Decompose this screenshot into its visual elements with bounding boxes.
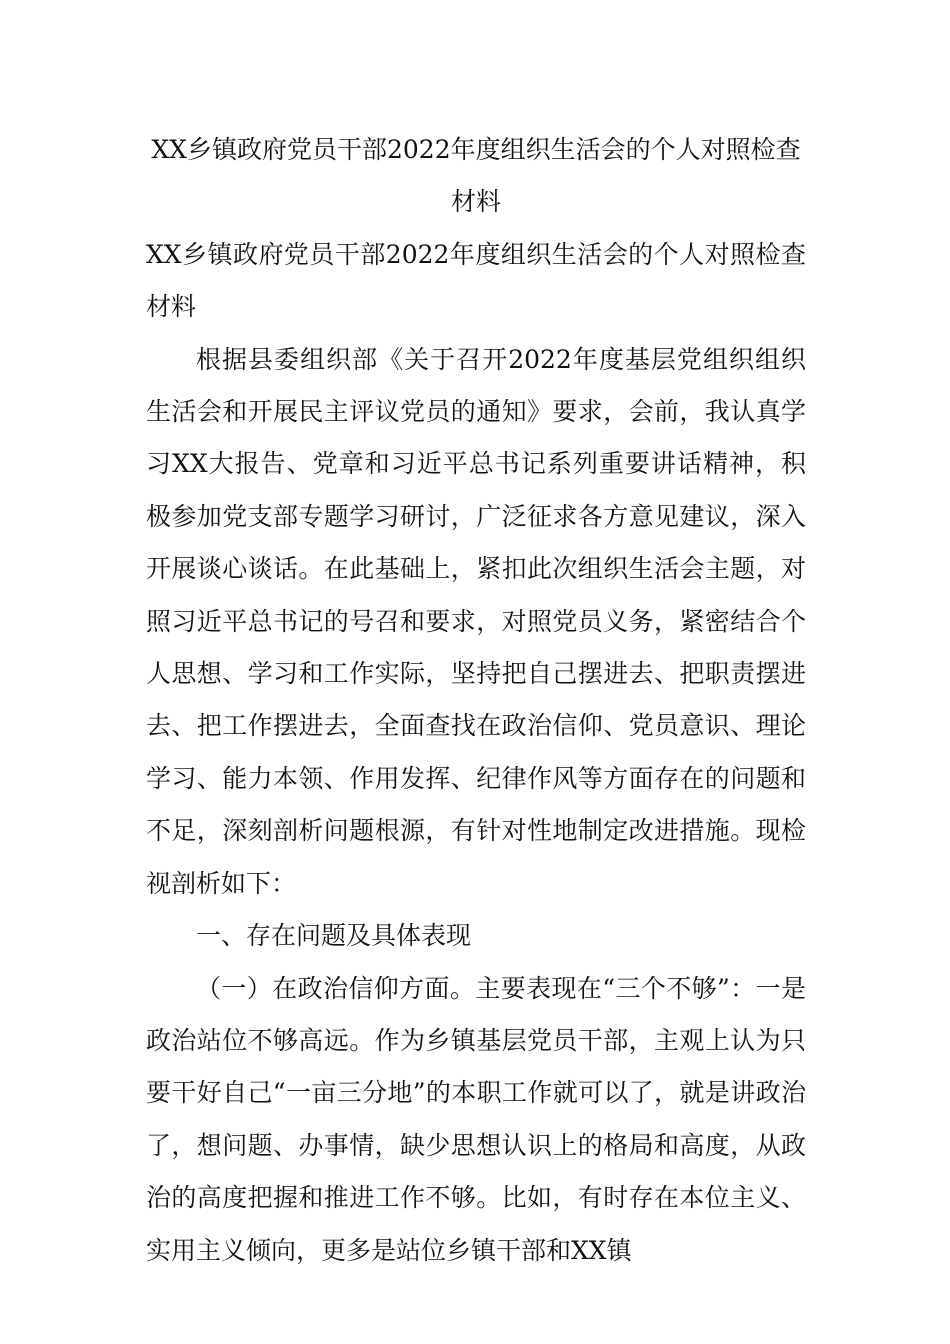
document-title-repeat: XX乡镇政府党员干部2022年度组织生活会的个人对照检查材料 (146, 239, 806, 322)
subsection-paragraph: （一）在政治信仰方面。主要表现在“三个不够”：一是政治站位不够高远。作为乡镇基层党员干部，主观上认为只要干好自己“一亩三分地”的本职工作就可以了，就是讲政治了，想问题、办事情，缺少思想认识上的格局和高度，从政治的高度把握和推进工作不够。比如，有时存在本位主义、实用主义倾向，更多是站位乡镇干部和XX镇 (146, 973, 806, 1265)
document-body (146, 124, 806, 1277)
intro-paragraph: 根据县委组织部《关于召开2022年度基层党组织组织生活会和开展民主评议党员的通知》要求，会前，我认真学习XX大报告、党章和习近平总书记系列重要讲话精神，积极参加党支部专题学习研讨，广泛征求各方意见建议，深入开展谈心谈话。在此基础上，紧扣此次组织生活会主题，对照习近平总书记的号召和要求，对照党员义务，紧密结合个人思想、学习和工作实际，坚持把自己摆进去、把职责摆进去、把工作摆进去，全面查找在政治信仰、党员意识、理论学习、能力本领、作用发挥、纪律作风等方面存在的问题和不足，深刻剖析问题根源，有针对性地制定改进措施。现检视剖析如下： (146, 344, 806, 898)
document-title: XX乡镇政府党员干部2022年度组织生活会的个人对照检查材料 (151, 135, 801, 217)
section-heading: 一、存在问题及具体表现 (196, 921, 472, 951)
